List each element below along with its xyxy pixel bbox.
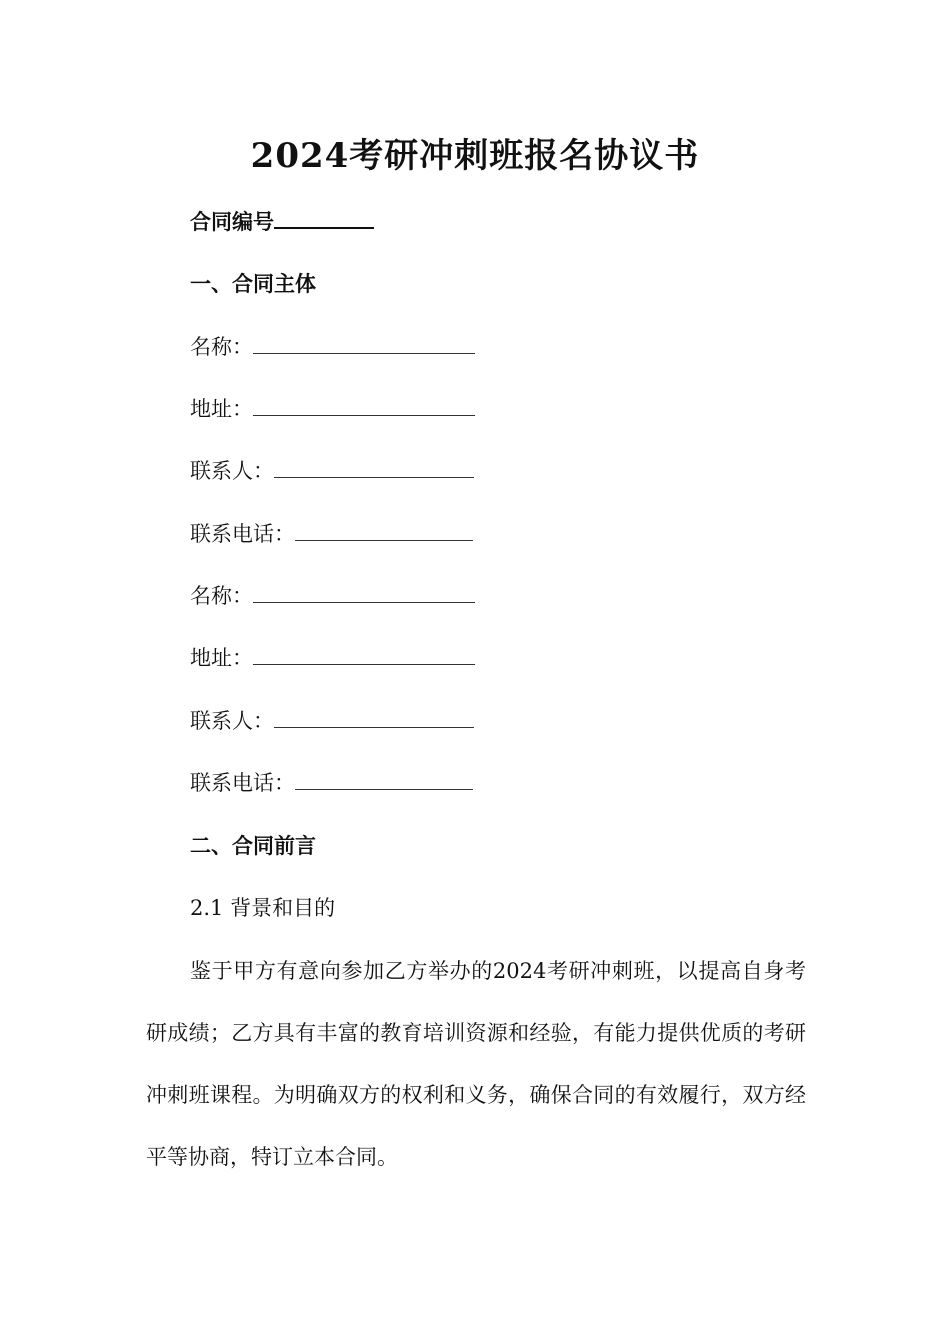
party-a-address-blank[interactable]	[253, 395, 475, 416]
party-b-contact-label: 联系人：	[190, 709, 274, 733]
contract-number-label: 合同编号	[190, 209, 274, 234]
party-a-name-line	[190, 333, 475, 361]
party-a-contact-label: 联系人：	[190, 459, 274, 483]
party-b-phone-blank[interactable]	[295, 769, 473, 790]
party-a-address-line	[190, 395, 475, 423]
party-b-contact-blank[interactable]	[274, 707, 474, 728]
contract-number-line	[190, 207, 374, 236]
party-b-address-line	[190, 644, 475, 672]
party-b-contact-line	[190, 707, 474, 735]
party-a-phone-blank[interactable]	[295, 520, 473, 541]
party-b-phone-label: 联系电话：	[190, 771, 295, 795]
party-a-contact-line	[190, 457, 474, 485]
party-b-name-blank[interactable]	[253, 582, 475, 603]
preamble-paragraph: 鉴于甲方有意向参加乙方举办的2024考研冲刺班，以提高自身考研成绩；乙方具有丰富的教育培训资源和经验，有能力提供优质的考研冲刺班课程。为明确双方的权利和义务，确保合同的有效履行，双方经平等协商，特订立本合同。	[146, 959, 806, 1169]
party-b-phone-line	[190, 769, 473, 797]
document-title: 2024考研冲刺班报名协议书	[250, 136, 700, 176]
party-b-address-blank[interactable]	[253, 644, 475, 665]
party-a-phone-line	[190, 520, 473, 548]
party-a-name-blank[interactable]	[253, 333, 475, 354]
party-a-contact-blank[interactable]	[274, 457, 474, 478]
party-b-address-label: 地址：	[190, 646, 253, 670]
section-2-heading: 二、合同前言	[190, 833, 316, 858]
party-a-phone-label: 联系电话：	[190, 522, 295, 546]
party-b-name-line	[190, 582, 475, 610]
subsection-2-1-heading: 2.1 背景和目的	[190, 896, 336, 920]
section-1-heading: 一、合同主体	[190, 271, 316, 296]
party-b-name-label: 名称：	[190, 584, 253, 608]
party-a-address-label: 地址：	[190, 397, 253, 421]
party-a-name-label: 名称：	[190, 335, 253, 359]
contract-number-blank[interactable]	[274, 207, 374, 229]
